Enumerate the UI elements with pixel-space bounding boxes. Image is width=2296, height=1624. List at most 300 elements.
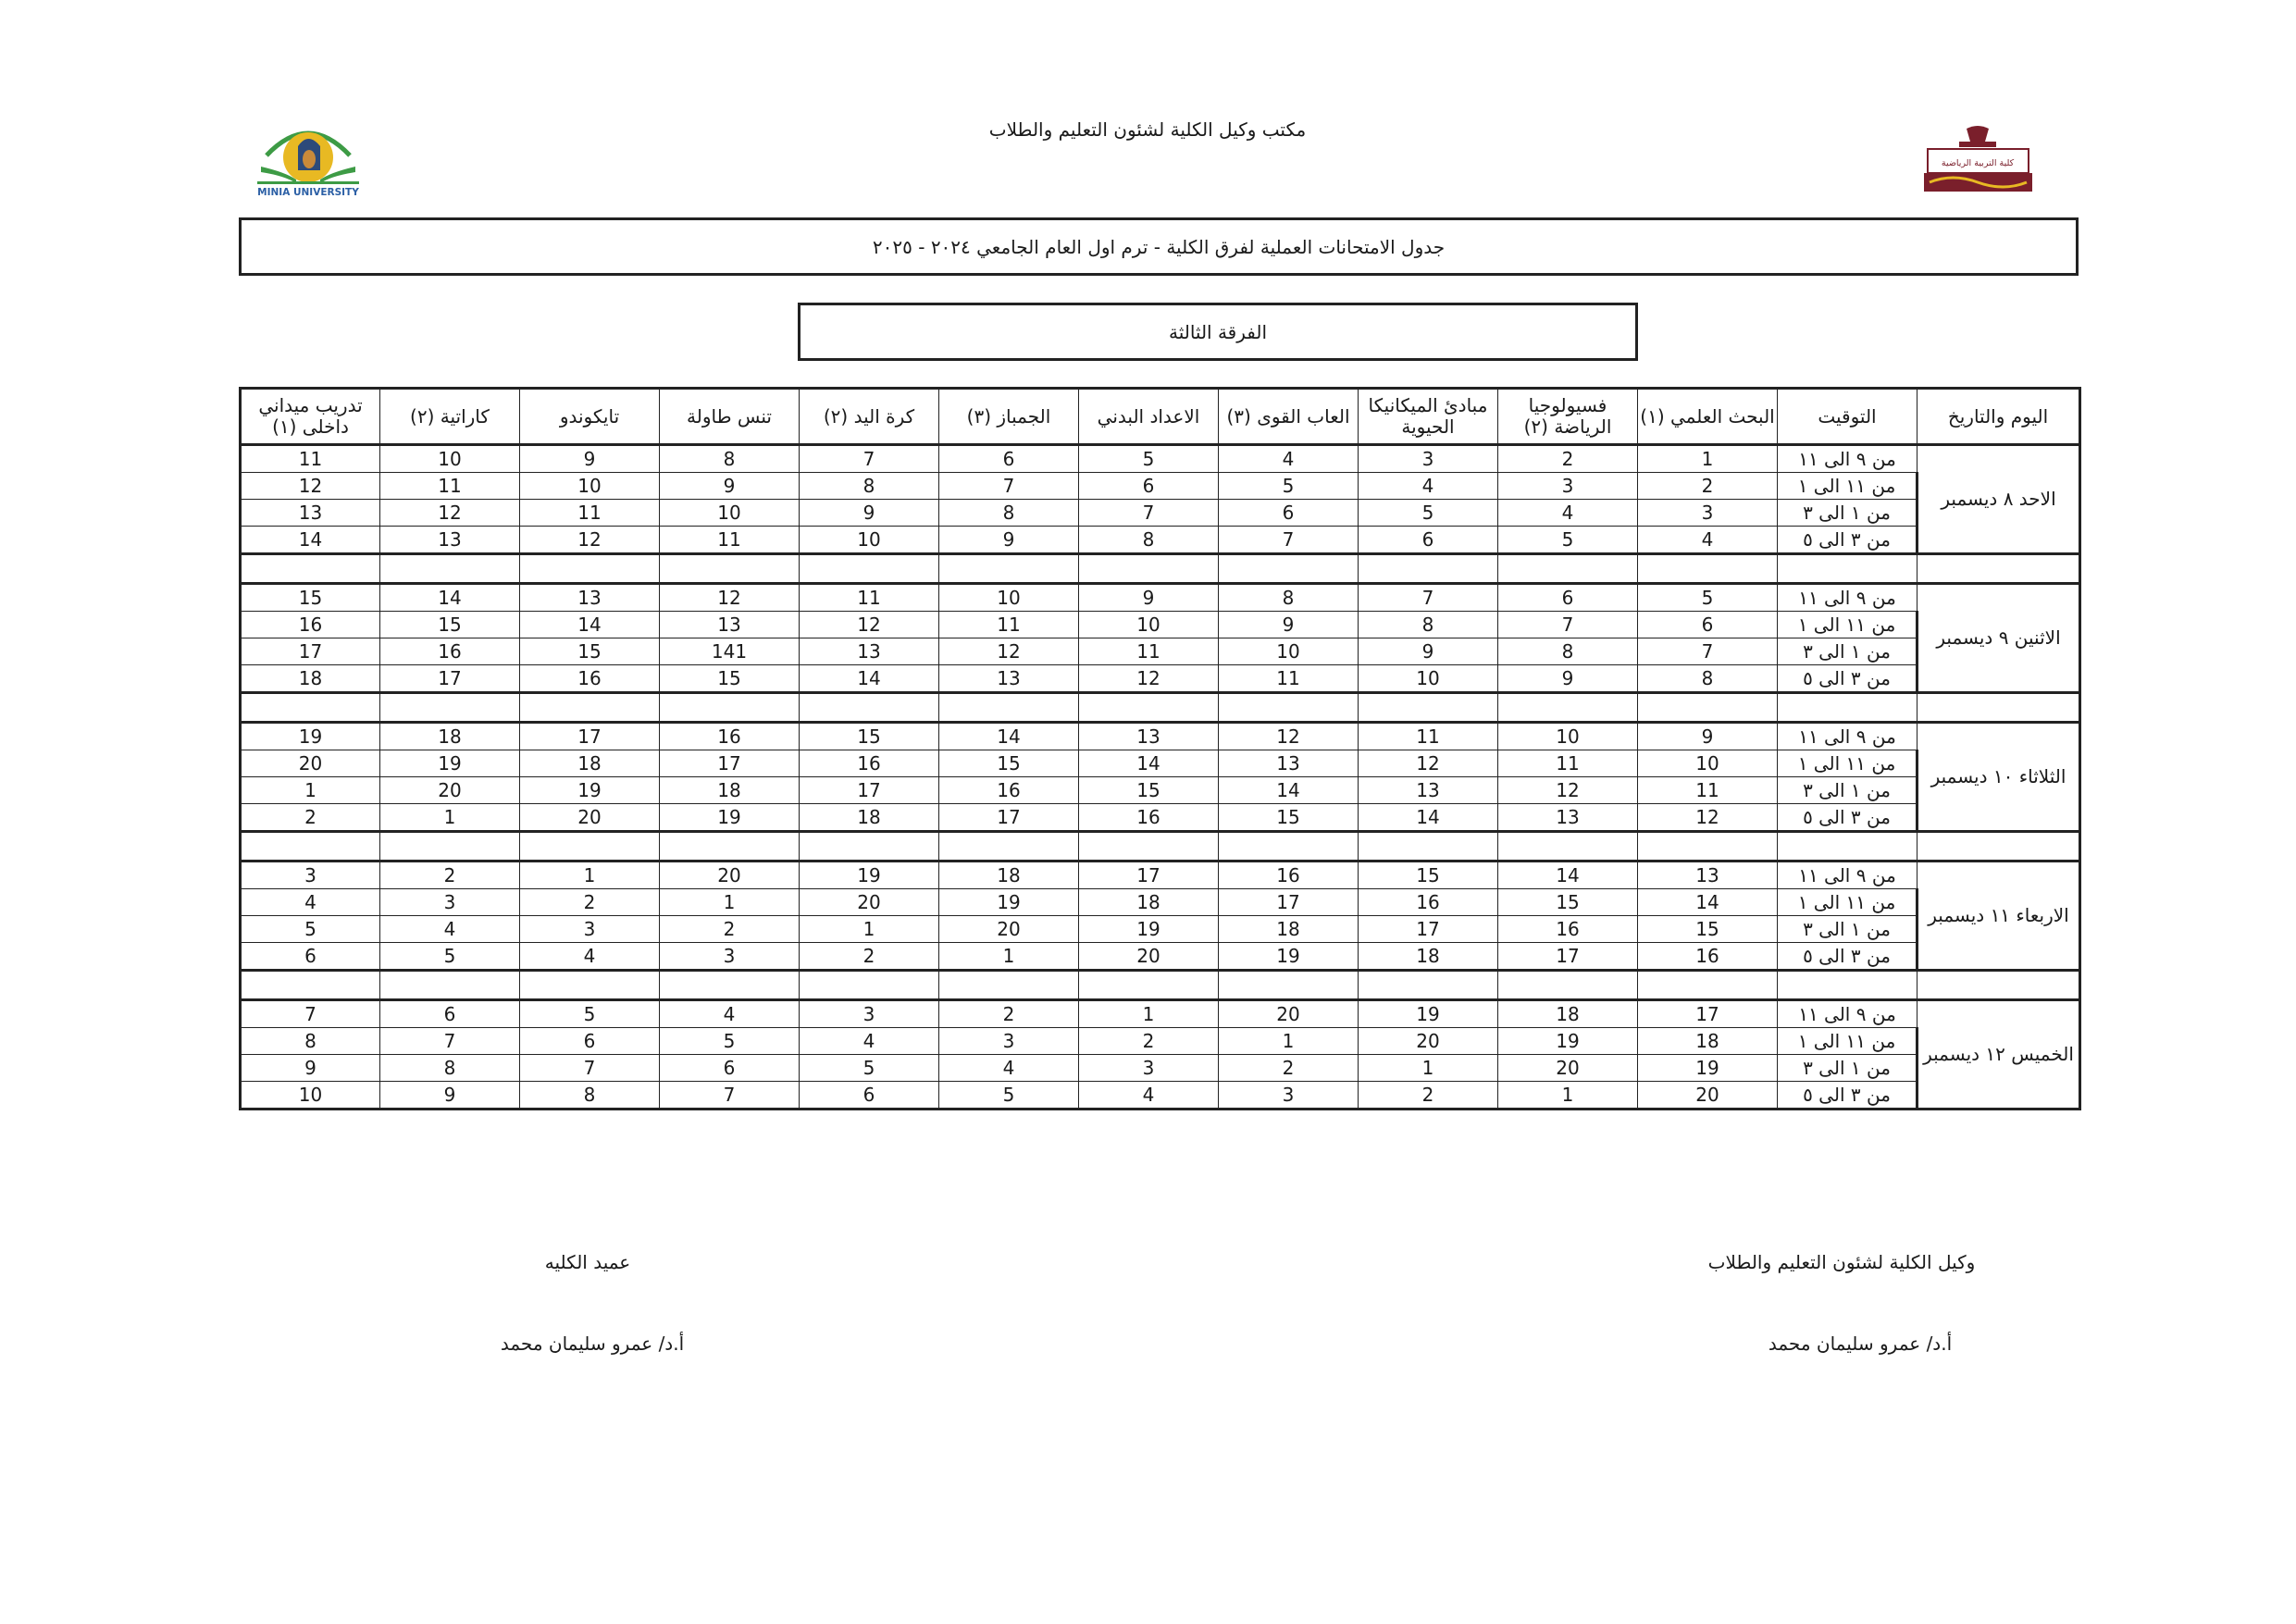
empty-cell [241, 693, 380, 723]
group-number-cell: 13 [520, 584, 660, 612]
empty-cell [520, 971, 660, 1000]
group-number-cell: 9 [1638, 723, 1778, 750]
empty-cell [1638, 693, 1778, 723]
table-row [241, 638, 2080, 665]
group-number-cell: 2 [1498, 445, 1638, 473]
group-number-cell: 19 [1219, 943, 1359, 971]
group-number-cell: 2 [939, 1000, 1079, 1028]
group-number-cell: 16 [1219, 862, 1359, 889]
empty-cell [1778, 554, 1917, 584]
group-number-cell: 18 [939, 862, 1079, 889]
column-header: كرة اليد (٢) [800, 389, 939, 445]
time-slot-cell: من ١١ الى ١ [1778, 889, 1917, 916]
group-number-cell: 8 [1219, 584, 1359, 612]
group-number-cell: 2 [520, 889, 660, 916]
group-number-cell: 12 [380, 500, 520, 527]
table-row [241, 889, 2080, 916]
group-number-cell: 3 [1079, 1055, 1219, 1082]
group-number-cell: 3 [1359, 445, 1498, 473]
group-number-cell: 13 [939, 665, 1079, 693]
time-slot-cell: من ١ الى ٣ [1778, 916, 1917, 943]
group-number-cell: 10 [520, 473, 660, 500]
group-number-cell: 17 [1359, 916, 1498, 943]
group-number-cell: 4 [1638, 527, 1778, 554]
group-number-cell: 8 [939, 500, 1079, 527]
group-number-cell: 12 [1359, 750, 1498, 777]
group-number-cell: 19 [660, 804, 800, 832]
group-number-cell: 8 [1638, 665, 1778, 693]
group-number-cell: 16 [380, 638, 520, 665]
column-header: العاب القوى (٣) [1219, 389, 1359, 445]
group-number-cell: 12 [520, 527, 660, 554]
empty-cell [939, 554, 1079, 584]
office-title: مكتب وكيل الكلية لشئون التعليم والطلاب [988, 118, 1307, 141]
group-number-cell: 14 [380, 584, 520, 612]
group-number-cell: 19 [1079, 916, 1219, 943]
time-slot-cell: من ١ الى ٣ [1778, 777, 1917, 804]
group-number-cell: 9 [800, 500, 939, 527]
group-number-cell: 3 [800, 1000, 939, 1028]
group-number-cell: 5 [241, 916, 380, 943]
group-number-cell: 12 [1219, 723, 1359, 750]
empty-cell [380, 554, 520, 584]
table-row [241, 1082, 2080, 1110]
group-number-cell: 10 [1219, 638, 1359, 665]
table-row [241, 777, 2080, 804]
exam-schedule-table [239, 387, 2081, 1110]
empty-cell [1498, 832, 1638, 862]
group-number-cell: 18 [1359, 943, 1498, 971]
group-number-cell: 9 [939, 527, 1079, 554]
group-number-cell: 14 [1359, 804, 1498, 832]
group-number-cell: 7 [1219, 527, 1359, 554]
column-header: فسيولوجيا الرياضة (٢) [1498, 389, 1638, 445]
group-number-cell: 13 [380, 527, 520, 554]
group-number-cell: 18 [1219, 916, 1359, 943]
vice-dean-title: وكيل الكلية لشئون التعليم والطلاب [1707, 1251, 1976, 1273]
group-number-cell: 19 [1359, 1000, 1498, 1028]
group-number-cell: 18 [1638, 1028, 1778, 1055]
table-row [241, 723, 2080, 750]
group-number-cell: 14 [1498, 862, 1638, 889]
group-number-cell: 20 [1359, 1028, 1498, 1055]
group-number-cell: 7 [520, 1055, 660, 1082]
empty-cell [660, 693, 800, 723]
group-number-cell: 6 [241, 943, 380, 971]
group-number-cell: 8 [800, 473, 939, 500]
group-number-cell: 17 [241, 638, 380, 665]
group-number-cell: 16 [800, 750, 939, 777]
group-number-cell: 19 [241, 723, 380, 750]
empty-cell [241, 554, 380, 584]
group-number-cell: 18 [1498, 1000, 1638, 1028]
level-title [798, 303, 1638, 361]
group-number-cell: 1 [520, 862, 660, 889]
table-row [241, 445, 2080, 473]
empty-cell [1638, 832, 1778, 862]
empty-cell [1359, 832, 1498, 862]
group-number-cell: 3 [660, 943, 800, 971]
day-date-cell: الاثنين ٩ ديسمبر [1917, 584, 2080, 693]
document-title-text: جدول الامتحانات العملية لفرق الكلية - ترم اول العام الجامعي ٢٠٢٤ - ٢٠٢٥ [872, 235, 1446, 258]
group-number-cell: 4 [1079, 1082, 1219, 1110]
vice-dean-name: أ.د/ عمرو سليمان محمد [1768, 1333, 1953, 1355]
group-number-cell: 1 [1638, 445, 1778, 473]
empty-cell [1359, 693, 1498, 723]
group-number-cell: 12 [1079, 665, 1219, 693]
group-number-cell: 11 [1638, 777, 1778, 804]
group-number-cell: 19 [380, 750, 520, 777]
group-number-cell: 17 [1638, 1000, 1778, 1028]
group-number-cell: 13 [1498, 804, 1638, 832]
column-header: مبادئ الميكانيكا الحيوية [1359, 389, 1498, 445]
group-number-cell: 7 [1359, 584, 1498, 612]
empty-cell [660, 971, 800, 1000]
group-number-cell: 4 [660, 1000, 800, 1028]
empty-cell [1498, 554, 1638, 584]
time-slot-cell: من ١ الى ٣ [1778, 1055, 1917, 1082]
table-row [241, 584, 2080, 612]
table-row [241, 943, 2080, 971]
group-number-cell: 14 [1638, 889, 1778, 916]
group-number-cell: 4 [520, 943, 660, 971]
column-header: الاعداد البدني [1079, 389, 1219, 445]
group-number-cell: 3 [520, 916, 660, 943]
time-slot-cell: من ٣ الى ٥ [1778, 527, 1917, 554]
column-header: اليوم والتاريخ [1917, 389, 2080, 445]
group-number-cell: 11 [800, 584, 939, 612]
group-number-cell: 1 [380, 804, 520, 832]
time-slot-cell: من ٩ الى ١١ [1778, 862, 1917, 889]
empty-cell [1917, 693, 2080, 723]
group-number-cell: 5 [660, 1028, 800, 1055]
table-row [241, 500, 2080, 527]
group-number-cell: 4 [1359, 473, 1498, 500]
group-number-cell: 7 [1498, 612, 1638, 638]
group-number-cell: 17 [520, 723, 660, 750]
group-number-cell: 16 [1359, 889, 1498, 916]
group-number-cell: 1 [939, 943, 1079, 971]
spacer-row [241, 832, 2080, 862]
empty-cell [1079, 693, 1219, 723]
group-number-cell: 20 [520, 804, 660, 832]
group-number-cell: 12 [1638, 804, 1778, 832]
group-number-cell: 6 [1638, 612, 1778, 638]
group-number-cell: 13 [660, 612, 800, 638]
group-number-cell: 10 [241, 1082, 380, 1110]
group-number-cell: 1 [1359, 1055, 1498, 1082]
group-number-cell: 11 [1359, 723, 1498, 750]
group-number-cell: 15 [380, 612, 520, 638]
group-number-cell: 15 [1079, 777, 1219, 804]
empty-cell [1079, 832, 1219, 862]
empty-cell [1917, 554, 2080, 584]
spacer-row [241, 971, 2080, 1000]
time-slot-cell: من ١١ الى ١ [1778, 750, 1917, 777]
group-number-cell: 20 [1219, 1000, 1359, 1028]
group-number-cell: 18 [520, 750, 660, 777]
group-number-cell: 8 [660, 445, 800, 473]
group-number-cell: 18 [1079, 889, 1219, 916]
group-number-cell: 9 [1219, 612, 1359, 638]
group-number-cell: 1 [660, 889, 800, 916]
group-number-cell: 8 [380, 1055, 520, 1082]
group-number-cell: 5 [380, 943, 520, 971]
group-number-cell: 20 [1498, 1055, 1638, 1082]
empty-cell [1917, 971, 2080, 1000]
group-number-cell: 12 [241, 473, 380, 500]
empty-cell [939, 971, 1079, 1000]
group-number-cell: 2 [380, 862, 520, 889]
time-slot-cell: من ٣ الى ٥ [1778, 943, 1917, 971]
group-number-cell: 9 [380, 1082, 520, 1110]
faculty-logo-caption: كلية التربية الرياضية [1941, 158, 2015, 168]
group-number-cell: 17 [800, 777, 939, 804]
group-number-cell: 7 [800, 445, 939, 473]
group-number-cell: 2 [1638, 473, 1778, 500]
group-number-cell: 17 [380, 665, 520, 693]
group-number-cell: 7 [660, 1082, 800, 1110]
group-number-cell: 2 [1359, 1082, 1498, 1110]
table-row [241, 1055, 2080, 1082]
minia-logo-caption: MINIA UNIVERSITY [257, 187, 359, 198]
group-number-cell: 11 [241, 445, 380, 473]
group-number-cell: 18 [380, 723, 520, 750]
group-number-cell: 2 [660, 916, 800, 943]
column-header: كاراتية (٢) [380, 389, 520, 445]
group-number-cell: 20 [241, 750, 380, 777]
group-number-cell: 10 [660, 500, 800, 527]
group-number-cell: 13 [1638, 862, 1778, 889]
group-number-cell: 8 [520, 1082, 660, 1110]
group-number-cell: 5 [1359, 500, 1498, 527]
group-number-cell: 14 [1219, 777, 1359, 804]
group-number-cell: 6 [1079, 473, 1219, 500]
column-header: تنس طاولة [660, 389, 800, 445]
group-number-cell: 5 [939, 1082, 1079, 1110]
level-title-text: الفرقة الثالثة [1168, 320, 1268, 343]
group-number-cell: 4 [1219, 445, 1359, 473]
group-number-cell: 4 [939, 1055, 1079, 1082]
table-row [241, 862, 2080, 889]
group-number-cell: 13 [1359, 777, 1498, 804]
group-number-cell: 1 [1498, 1082, 1638, 1110]
group-number-cell: 10 [1079, 612, 1219, 638]
group-number-cell: 12 [1498, 777, 1638, 804]
group-number-cell: 3 [380, 889, 520, 916]
empty-cell [660, 554, 800, 584]
group-number-cell: 8 [1079, 527, 1219, 554]
empty-cell [800, 693, 939, 723]
group-number-cell: 141 [660, 638, 800, 665]
group-number-cell: 15 [520, 638, 660, 665]
group-number-cell: 16 [660, 723, 800, 750]
column-header: تايكوندو [520, 389, 660, 445]
empty-cell [520, 832, 660, 862]
table-row [241, 1028, 2080, 1055]
group-number-cell: 15 [1219, 804, 1359, 832]
group-number-cell: 15 [1359, 862, 1498, 889]
table-header-row [241, 389, 2080, 445]
group-number-cell: 16 [1638, 943, 1778, 971]
empty-cell [800, 832, 939, 862]
group-number-cell: 10 [1638, 750, 1778, 777]
group-number-cell: 14 [520, 612, 660, 638]
spacer-row [241, 693, 2080, 723]
group-number-cell: 7 [241, 1000, 380, 1028]
group-number-cell: 1 [1079, 1000, 1219, 1028]
empty-cell [1219, 554, 1359, 584]
group-number-cell: 10 [800, 527, 939, 554]
empty-cell [1359, 554, 1498, 584]
group-number-cell: 20 [380, 777, 520, 804]
group-number-cell: 19 [520, 777, 660, 804]
empty-cell [1359, 971, 1498, 1000]
empty-cell [520, 554, 660, 584]
group-number-cell: 16 [520, 665, 660, 693]
table-row [241, 916, 2080, 943]
group-number-cell: 19 [1638, 1055, 1778, 1082]
time-slot-cell: من ١ الى ٣ [1778, 638, 1917, 665]
empty-cell [800, 554, 939, 584]
group-number-cell: 5 [520, 1000, 660, 1028]
empty-cell [241, 832, 380, 862]
group-number-cell: 9 [1079, 584, 1219, 612]
day-date-cell: الثلاثاء ١٠ ديسمبر [1917, 723, 2080, 832]
group-number-cell: 20 [1079, 943, 1219, 971]
time-slot-cell: من ٩ الى ١١ [1778, 584, 1917, 612]
group-number-cell: 15 [939, 750, 1079, 777]
empty-cell [380, 832, 520, 862]
group-number-cell: 13 [800, 638, 939, 665]
group-number-cell: 5 [1079, 445, 1219, 473]
group-number-cell: 17 [1498, 943, 1638, 971]
spacer-row [241, 554, 2080, 584]
group-number-cell: 20 [1638, 1082, 1778, 1110]
group-number-cell: 9 [241, 1055, 380, 1082]
group-number-cell: 11 [1079, 638, 1219, 665]
group-number-cell: 18 [241, 665, 380, 693]
group-number-cell: 11 [939, 612, 1079, 638]
day-date-cell: الخميس ١٢ ديسمبر [1917, 1000, 2080, 1110]
group-number-cell: 1 [800, 916, 939, 943]
group-number-cell: 11 [1219, 665, 1359, 693]
group-number-cell: 15 [241, 584, 380, 612]
group-number-cell: 8 [241, 1028, 380, 1055]
group-number-cell: 8 [1359, 612, 1498, 638]
empty-cell [1219, 971, 1359, 1000]
empty-cell [1638, 554, 1778, 584]
day-date-cell: الاحد ٨ ديسمبر [1917, 445, 2080, 554]
group-number-cell: 7 [939, 473, 1079, 500]
group-number-cell: 10 [1498, 723, 1638, 750]
empty-cell [939, 693, 1079, 723]
group-number-cell: 17 [1219, 889, 1359, 916]
group-number-cell: 5 [800, 1055, 939, 1082]
group-number-cell: 1 [241, 777, 380, 804]
group-number-cell: 4 [380, 916, 520, 943]
empty-cell [1219, 693, 1359, 723]
empty-cell [660, 832, 800, 862]
table-row [241, 473, 2080, 500]
group-number-cell: 19 [800, 862, 939, 889]
group-number-cell: 7 [380, 1028, 520, 1055]
empty-cell [380, 971, 520, 1000]
column-header: الجمباز (٣) [939, 389, 1079, 445]
table-row [241, 1000, 2080, 1028]
group-number-cell: 16 [1079, 804, 1219, 832]
table-row [241, 527, 2080, 554]
group-number-cell: 3 [1498, 473, 1638, 500]
group-number-cell: 6 [939, 445, 1079, 473]
group-number-cell: 13 [241, 500, 380, 527]
time-slot-cell: من ١١ الى ١ [1778, 612, 1917, 638]
group-number-cell: 3 [1638, 500, 1778, 527]
group-number-cell: 15 [800, 723, 939, 750]
column-header: تدريب ميداني داخلى (١) [241, 389, 380, 445]
group-number-cell: 10 [939, 584, 1079, 612]
empty-cell [1219, 832, 1359, 862]
group-number-cell: 3 [241, 862, 380, 889]
group-number-cell: 12 [800, 612, 939, 638]
time-slot-cell: من ٩ الى ١١ [1778, 445, 1917, 473]
empty-cell [1498, 693, 1638, 723]
group-number-cell: 17 [939, 804, 1079, 832]
empty-cell [1778, 832, 1917, 862]
group-number-cell: 11 [1498, 750, 1638, 777]
group-number-cell: 8 [1498, 638, 1638, 665]
group-number-cell: 6 [380, 1000, 520, 1028]
group-number-cell: 2 [1219, 1055, 1359, 1082]
table-row [241, 750, 2080, 777]
faculty-logo [1920, 125, 2036, 197]
group-number-cell: 6 [1359, 527, 1498, 554]
group-number-cell: 19 [939, 889, 1079, 916]
group-number-cell: 2 [241, 804, 380, 832]
time-slot-cell: من ١١ الى ١ [1778, 1028, 1917, 1055]
group-number-cell: 15 [1498, 889, 1638, 916]
group-number-cell: 16 [241, 612, 380, 638]
group-number-cell: 6 [1219, 500, 1359, 527]
group-number-cell: 13 [1219, 750, 1359, 777]
group-number-cell: 14 [1079, 750, 1219, 777]
dean-title: عميد الكليه [544, 1251, 631, 1273]
group-number-cell: 20 [939, 916, 1079, 943]
day-date-cell: الاربعاء ١١ ديسمبر [1917, 862, 2080, 971]
time-slot-cell: من ٩ الى ١١ [1778, 723, 1917, 750]
group-number-cell: 15 [1638, 916, 1778, 943]
empty-cell [939, 832, 1079, 862]
group-number-cell: 14 [939, 723, 1079, 750]
group-number-cell: 9 [520, 445, 660, 473]
group-number-cell: 3 [1219, 1082, 1359, 1110]
group-number-cell: 6 [520, 1028, 660, 1055]
group-number-cell: 9 [1498, 665, 1638, 693]
group-number-cell: 17 [660, 750, 800, 777]
group-number-cell: 19 [1498, 1028, 1638, 1055]
group-number-cell: 3 [939, 1028, 1079, 1055]
group-number-cell: 14 [241, 527, 380, 554]
group-number-cell: 12 [939, 638, 1079, 665]
document-title [239, 217, 2079, 276]
group-number-cell: 6 [1498, 584, 1638, 612]
group-number-cell: 11 [660, 527, 800, 554]
group-number-cell: 1 [1219, 1028, 1359, 1055]
time-slot-cell: من ٣ الى ٥ [1778, 1082, 1917, 1110]
group-number-cell: 5 [1219, 473, 1359, 500]
group-number-cell: 4 [800, 1028, 939, 1055]
group-number-cell: 6 [660, 1055, 800, 1082]
